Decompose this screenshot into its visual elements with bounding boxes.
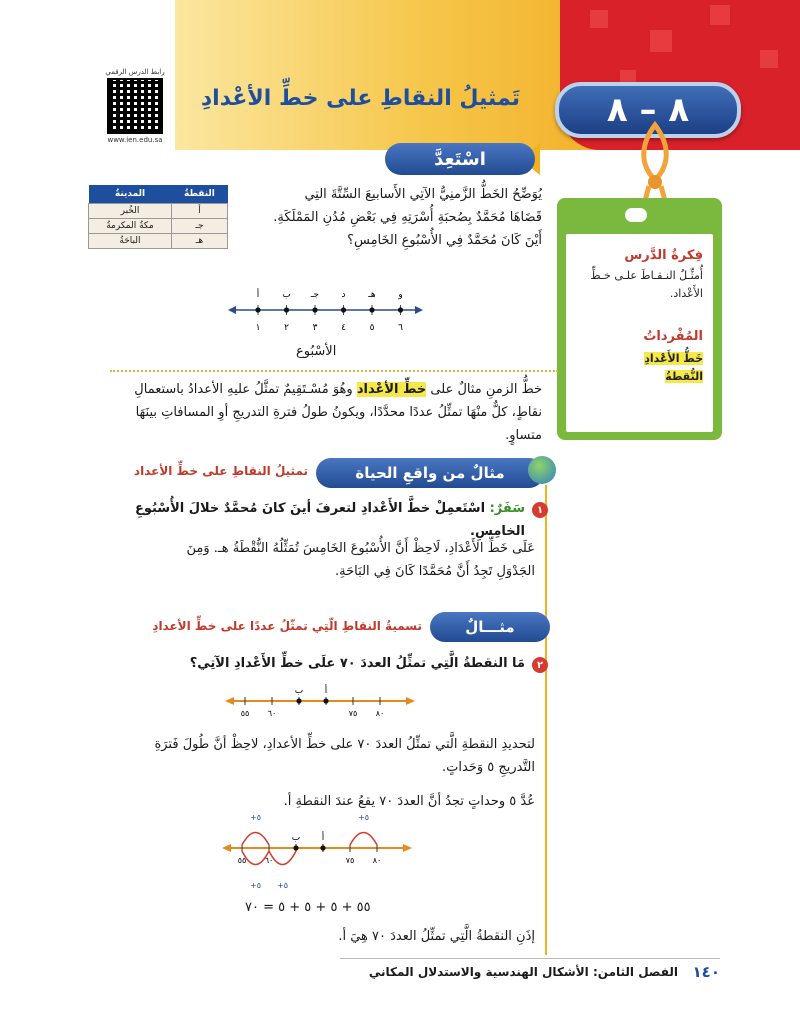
- count-line: عُدَّ ٥ وحداتٍ تجدُ أنَّ العددَ ٧٠ يقعُ عندَ النقطةِ أ.: [283, 794, 535, 809]
- globe-icon: [528, 456, 556, 484]
- jump-arc: [242, 833, 269, 846]
- table-cell: مكةُ المكرمةُ: [89, 219, 172, 234]
- explain-line: التَّدريجِ ٥ وَحَداتٍ.: [442, 760, 535, 775]
- arrow-left-icon: [225, 697, 234, 705]
- example1-keyword: سَفَرٌ:: [489, 501, 525, 516]
- data-point: [255, 307, 260, 312]
- example1-question-text: اسْتَعمِلْ خطَّ الأَعْدادِ لتعرفَ أينَ كانَ مُحمَّدٌ خلالَ الأُسْبُوعِ الخامِسِ.: [134, 501, 525, 539]
- tick-label: ٤: [341, 323, 346, 333]
- example1-answer: [95, 537, 535, 583]
- vocab-term[interactable]: النُّقطةُ: [665, 370, 703, 383]
- table-row: [89, 234, 228, 249]
- jump-label: ٥+: [358, 813, 369, 822]
- chapter-label: الفصل الثامن:: [592, 965, 678, 979]
- lesson-title: تَمثيلُ النقاطِ على خطِّ الأعْدادِ: [200, 86, 520, 111]
- tick-label: ٨٠: [372, 856, 382, 865]
- tick-label: ٧٥: [348, 709, 358, 718]
- card-hanger-icon: [635, 120, 675, 210]
- table-row: [89, 204, 228, 219]
- number-line-jumps: [222, 813, 412, 900]
- example2-explain: [95, 733, 535, 779]
- chapter-title: الأشكال الهندسية والاستدلال المكاني: [368, 965, 589, 979]
- example2-number: ٢: [532, 657, 548, 673]
- data-point: [293, 845, 298, 850]
- city-table: [88, 185, 228, 249]
- tick-label: ١: [255, 323, 261, 333]
- point-label: و: [398, 290, 403, 300]
- point-label: ب: [291, 833, 301, 843]
- page-number: ١٤٠: [692, 963, 720, 981]
- example2-subtitle: تسميةُ النقاطِ الّتِي تمثّلُ عددًا على خطِّ الأعدادِ: [152, 619, 422, 633]
- lesson-number-badge: ٨ – ٨: [555, 82, 741, 138]
- explain-line: لتحديدِ النقطةِ الَّتي تمثِّلُ العددَ ٧٠ على خطِّ الأعدادِ، لاحِظْ أنَّ طُولَ فَترَةِ: [154, 737, 535, 752]
- point-label: ب: [282, 290, 291, 300]
- definition-text-a: خطُّ الزمنِ مثالٌ على: [426, 382, 542, 397]
- jump-label: ٥+: [250, 813, 261, 822]
- ready-line: قَضَاهَا مُحَمَّدٌ بِصُحبَةِ أُسْرَتِهِ فِي بَعْضِ مُدُنِ المَمْلَكَةِ.: [273, 210, 542, 225]
- point-label: ب: [294, 686, 304, 696]
- point-label: أ: [321, 833, 325, 843]
- table-cell: أ: [171, 204, 227, 219]
- data-point: [284, 307, 289, 312]
- qr-code-icon[interactable]: [107, 78, 163, 134]
- data-point: [341, 307, 346, 312]
- week-axis-label: الأسْبُوع: [296, 344, 337, 359]
- definition-line: متساوٍ.: [505, 428, 542, 443]
- data-point: [323, 698, 328, 703]
- jump-label: ٥+: [277, 881, 288, 890]
- example1-subtitle: تمثيلُ النقاطِ على خطِّ الأعداد: [133, 464, 308, 478]
- table-header: المدينةُ: [89, 185, 172, 204]
- tick-label: ٧٥: [345, 856, 355, 865]
- footer-divider: [340, 958, 720, 959]
- vocab-term[interactable]: خَطُّ الأَعْدادِ: [644, 352, 703, 365]
- jump-label: ٥+: [250, 881, 261, 890]
- arrow-right-icon: [406, 697, 415, 705]
- tick-label: ٢: [284, 323, 289, 333]
- lesson-idea-panel: [566, 234, 713, 432]
- tick-label: ٥: [369, 323, 375, 333]
- tick-label: ٥٥: [237, 856, 247, 865]
- table-cell: هـ: [171, 234, 227, 249]
- tick-label: ٦: [398, 323, 403, 333]
- ready-text: [242, 183, 542, 252]
- definition-term[interactable]: خطِّ الأعْداد: [356, 382, 427, 397]
- table-cell: جـ: [171, 219, 227, 234]
- data-point: [398, 307, 403, 312]
- data-point: [296, 698, 301, 703]
- idea-heading: فِكرةُ الدَّرس: [624, 248, 703, 263]
- arrow-right-icon: [415, 306, 423, 314]
- jump-arc: [350, 833, 377, 846]
- data-point: [320, 845, 325, 850]
- example2-banner: مثـــالٌ: [430, 612, 550, 642]
- answer-line: عَلَى خَطِّ الأَعْدَادِ، لَاحِظْ أَنَّ الأُسْبُوعَ الخَامِسَ تُمَثِّلُهُ النُّقْطَةُ هـ. وَمِنَ: [186, 541, 535, 556]
- footer-chapter: [369, 965, 678, 979]
- idea-text: أُمثِّـلُ النـقـاطَ علـى خـطِّ الأَعْداد.: [590, 269, 703, 300]
- point-label: أ: [256, 290, 260, 300]
- definition-text-b: وهُوَ مُسْـتَقِيمٌ تمثَّلُ عليهِ الأعدادُ باستعمالِ: [134, 382, 357, 397]
- table-cell: الخُبر: [89, 204, 172, 219]
- table-row: [89, 219, 228, 234]
- qr-label: رابط الدرس الرقمي: [105, 68, 165, 76]
- dotted-divider: [110, 370, 558, 372]
- qr-code-block[interactable]: [100, 68, 170, 158]
- tick-label: ٥٥: [240, 709, 250, 718]
- example2-question: مَا النقطةُ الَّتِي تمثِّلُ العددَ ٧٠ علَى خطِّ الأَعْدادِ الآتِي؟: [189, 656, 525, 671]
- example1-number: ١: [532, 502, 548, 518]
- point-label: هـ: [368, 290, 376, 300]
- tick-label: ٨٠: [375, 709, 385, 718]
- answer-line: الجَدْوَلِ تَجِدُ أَنَّ مُحَمَّدًا كَانَ فِي البَاحَةِ.: [335, 564, 535, 579]
- definition-text: [94, 378, 542, 447]
- vocab-heading: المُفْرداتُ: [643, 329, 703, 344]
- table-cell: الباحَةُ: [89, 234, 172, 249]
- tick-label: ٦٠: [267, 709, 277, 718]
- point-label: د: [341, 290, 346, 300]
- data-point: [312, 307, 317, 312]
- ready-line: أَيْنَ كَانَ مُحَمَّدٌ فِي الأُسْبُوعِ الخَامِسِ؟: [347, 233, 542, 248]
- ready-line: يُوَضِّحُ الخَطُّ الزَّمنِيُّ الآتِي الأَسابيعَ السِّتَّةَ التِي: [304, 187, 542, 202]
- ready-banner: اسْتَعِدَّ: [385, 143, 535, 175]
- arrow-left-icon: [228, 306, 236, 314]
- arrow-right-icon: [403, 844, 412, 852]
- tick-label: ٣: [312, 323, 318, 333]
- table-header: النقطةُ: [171, 185, 227, 204]
- point-label: جـ: [310, 290, 320, 300]
- example-guide-line: [545, 485, 547, 955]
- point-label: أ: [324, 686, 328, 696]
- week-number-line: [228, 282, 423, 342]
- equation: ٥٥ + ٥ + ٥ + ٥ = ٧٠: [245, 900, 371, 915]
- arrow-left-icon: [222, 844, 231, 852]
- qr-url[interactable]: www.ien.edu.sa: [107, 136, 163, 144]
- number-line-70: [225, 678, 415, 723]
- data-point: [369, 307, 374, 312]
- definition-line: نقاطٍ، كلٌّ منْهَا تمثِّلُ عددًا محدَّدًا، ويكونُ طولُ فترةِ التدريجِ أوِ المسافاتِ بينَهَا: [135, 405, 542, 420]
- tick-label: ٦٠: [264, 856, 274, 865]
- example1-banner: مثالٌ من واقعِ الحياة: [316, 458, 544, 488]
- conclusion: إذَنِ النقطةُ الَّتِي تمثِّلُ العددَ ٧٠ هِيَ أ.: [338, 929, 535, 944]
